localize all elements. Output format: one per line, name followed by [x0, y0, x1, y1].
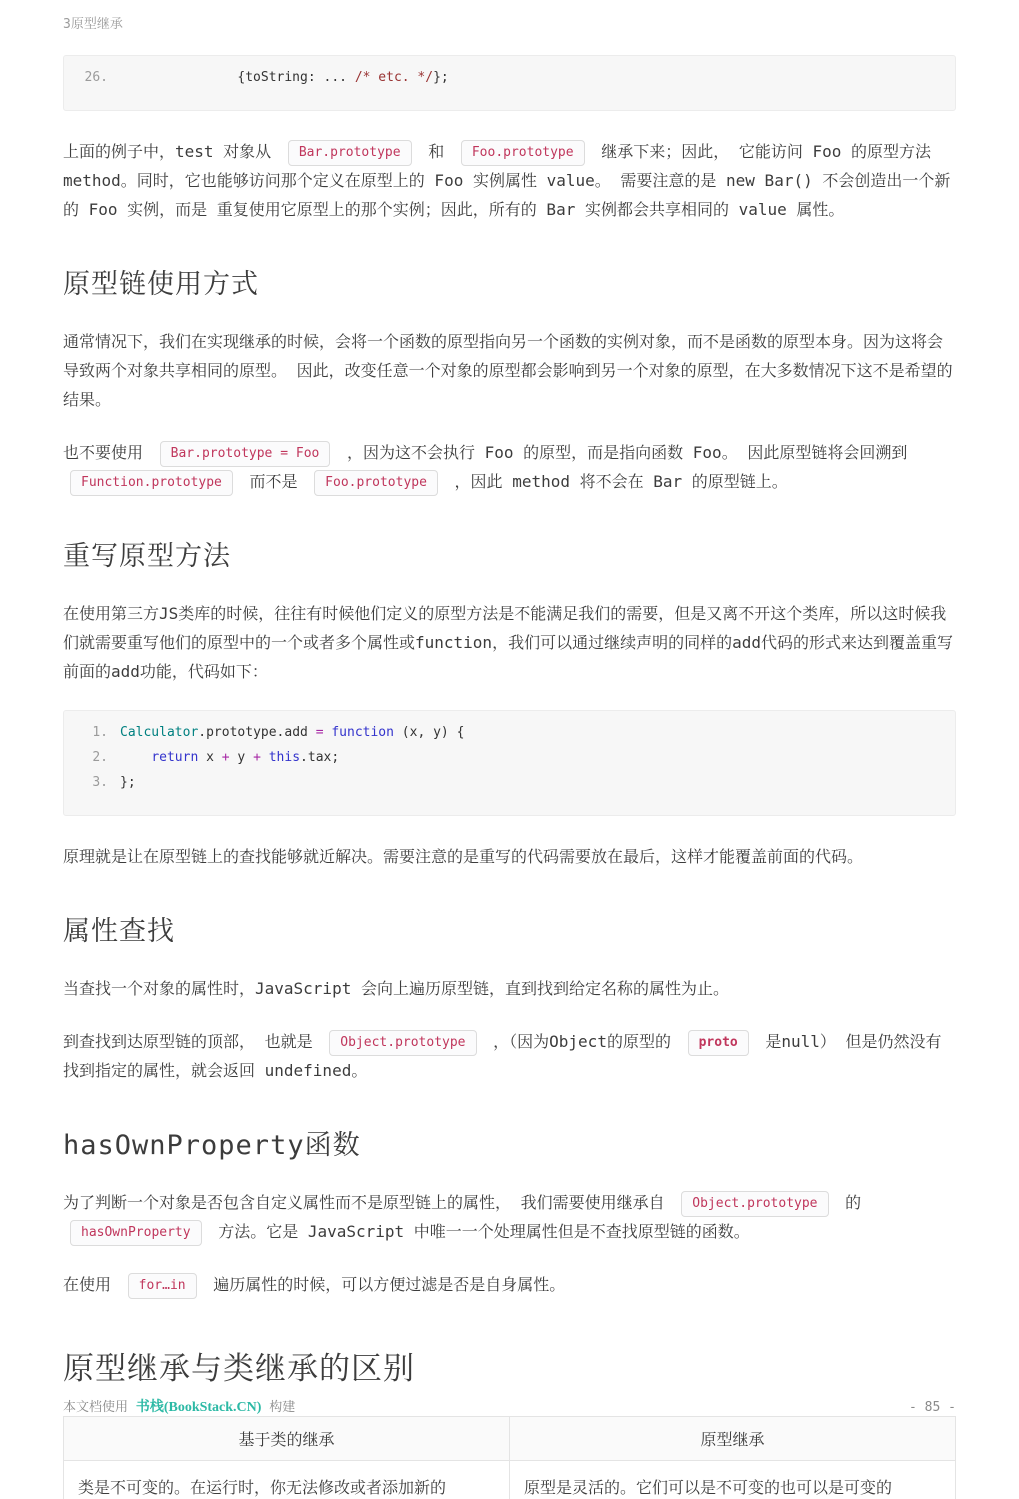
footer-builder-note [63, 1396, 295, 1416]
text-run: ，因此 method 将不会在 Bar 的原型链上。 [445, 472, 788, 491]
section-heading: 重写原型方法 [63, 534, 956, 573]
paragraph [63, 137, 956, 224]
text-run: 当查找一个对象的属性时，JavaScript 会向上遍历原型链，直到找到给定名称的属性为止。 [63, 979, 729, 998]
text-run: 在使用 [63, 1275, 121, 1294]
paragraph [63, 438, 956, 496]
running-header: 3原型继承 [63, 13, 123, 32]
text-run: 的 [836, 1193, 862, 1212]
text-run: 原理就是让在原型链上的查找能够就近解决。需要注意的是重写的代码需要放在最后，这样才能覆盖前面的代码。 [63, 847, 863, 866]
footer-suffix: 构建 [261, 1400, 295, 1415]
code-token [120, 750, 151, 765]
code-block [63, 710, 956, 816]
text-run: 到查找到达原型链的顶部， 也就是 [63, 1032, 322, 1051]
section-heading: 原型继承与类继承的区别 [63, 1343, 956, 1388]
document-content [63, 48, 956, 1499]
code-token: return [151, 750, 198, 765]
inline-code: proto [688, 1030, 749, 1056]
text-run: 方法。它是 JavaScript 中唯一一个处理属性但是不查找原型链的函数。 [209, 1222, 750, 1241]
footer-prefix: 本文档使用 [63, 1400, 136, 1415]
code-token: this [269, 750, 300, 765]
paragraph [63, 1188, 956, 1246]
code-token: Calculator [120, 725, 198, 740]
inline-code: Bar.prototype = Foo [160, 441, 331, 467]
code-token: .tax; [300, 750, 339, 765]
text-run: 上面的例子中，test 对象从 [63, 142, 281, 161]
table-header-cell: 基于类的继承 [64, 1417, 510, 1461]
table-cell: 类是不可变的。在运行时，你无法修改或者添加新的 [64, 1461, 510, 1499]
text-run: 而不是 [240, 472, 307, 491]
comparison-table-clip [63, 1416, 956, 1499]
bookstack-brand-link[interactable]: 书栈(BookStack.CN) [136, 1400, 262, 1415]
code-token: (x, y) { [394, 725, 464, 740]
code-token: .prototype.add [198, 725, 315, 740]
code-token: + [253, 750, 261, 765]
inline-code: Foo.prototype [461, 140, 585, 166]
table-cell: 原型是灵活的。它们可以是不可变的也可以是可变的 [510, 1461, 956, 1499]
page-footer [63, 1396, 956, 1416]
inline-code: Function.prototype [70, 470, 233, 496]
paragraph [63, 842, 956, 871]
paragraph [63, 327, 956, 414]
code-token: = [316, 725, 324, 740]
text-run: 是null） 但是仍然没有找到指定的属性，就会返回 undefined。 [63, 1032, 942, 1080]
inline-code: Object.prototype [681, 1191, 828, 1217]
code-token: /* etc. */ [355, 70, 433, 85]
text-run: 和 [419, 142, 454, 161]
code-token: {toString: ... [120, 70, 355, 85]
table-header-row [64, 1417, 956, 1461]
code-token: y [230, 750, 253, 765]
text-run: 通常情况下，我们在实现继承的时候，会将一个函数的原型指向另一个函数的实例对象，而不是函数的原型本身。因为这将会导致两个对象共享相同的原型。 因此，改变任意一个对象的原型都会影响到另一个对象的原型，在大多数情况下这不是希望的结果。 [63, 332, 953, 409]
code-line [80, 770, 939, 795]
code-line [80, 65, 939, 90]
table-header-cell: 原型继承 [510, 1417, 956, 1461]
inline-code: for…in [128, 1273, 197, 1299]
code-line-number: 2. [80, 745, 108, 770]
code-line [80, 745, 939, 770]
code-block [63, 55, 956, 111]
code-token: x [198, 750, 221, 765]
code-token: }; [120, 775, 136, 790]
inline-code: Foo.prototype [314, 470, 438, 496]
text-run: 也不要使用 [63, 443, 153, 462]
table-body [64, 1461, 956, 1499]
paragraph [63, 599, 956, 686]
paragraph [63, 1027, 956, 1085]
text-run: 为了判断一个对象是否包含自定义属性而不是原型链上的属性， 我们需要使用继承自 [63, 1193, 674, 1212]
code-line-number: 1. [80, 720, 108, 745]
text-run: 遍历属性的时候，可以方便过滤是否是自身属性。 [204, 1275, 566, 1294]
section-heading: 属性查找 [63, 909, 956, 948]
code-token: function [331, 725, 394, 740]
inline-code: Bar.prototype [288, 140, 412, 166]
code-token: }; [433, 70, 449, 85]
section-heading: hasOwnProperty函数 [63, 1123, 956, 1162]
text-run: ，（因为Object的原型的 [484, 1032, 681, 1051]
code-line [80, 720, 939, 745]
table-head [64, 1417, 956, 1461]
code-line-number: 26. [80, 65, 108, 90]
code-token [261, 750, 269, 765]
page-number: - 85 - [909, 1400, 956, 1415]
paragraph [63, 974, 956, 1003]
comparison-table [63, 1416, 956, 1499]
inline-code: hasOwnProperty [70, 1220, 202, 1246]
text-run: 继承下来；因此， 它能访问 Foo 的原型方法 method。同时，它也能够访问那个定义在原型上的 Foo 实例属性 value。 需要注意的是 new Bar() 不会创造出一个新的 Foo 实例，而是 重复使用它原型上的那个实例；因此，所有的 Bar 实例都会共享相同的 value 属性。 [63, 142, 950, 219]
text-run: ，因为这不会执行 Foo 的原型，而是指向函数 Foo。 因此原型链将会回溯到 [337, 443, 907, 462]
section-heading: 原型链使用方式 [63, 262, 956, 301]
inline-code: Object.prototype [329, 1030, 476, 1056]
paragraph [63, 1270, 956, 1299]
code-token: + [222, 750, 230, 765]
table-row [64, 1461, 956, 1499]
code-line-number: 3. [80, 770, 108, 795]
text-run: 在使用第三方JS类库的时候，往往有时候他们定义的原型方法是不能满足我们的需要，但是又离不开这个类库，所以这时候我们就需要重写他们的原型中的一个或者多个属性或function，我们可以通过继续声明的同样的add代码的形式来达到覆盖重写前面的add功能，代码如下： [63, 604, 953, 681]
